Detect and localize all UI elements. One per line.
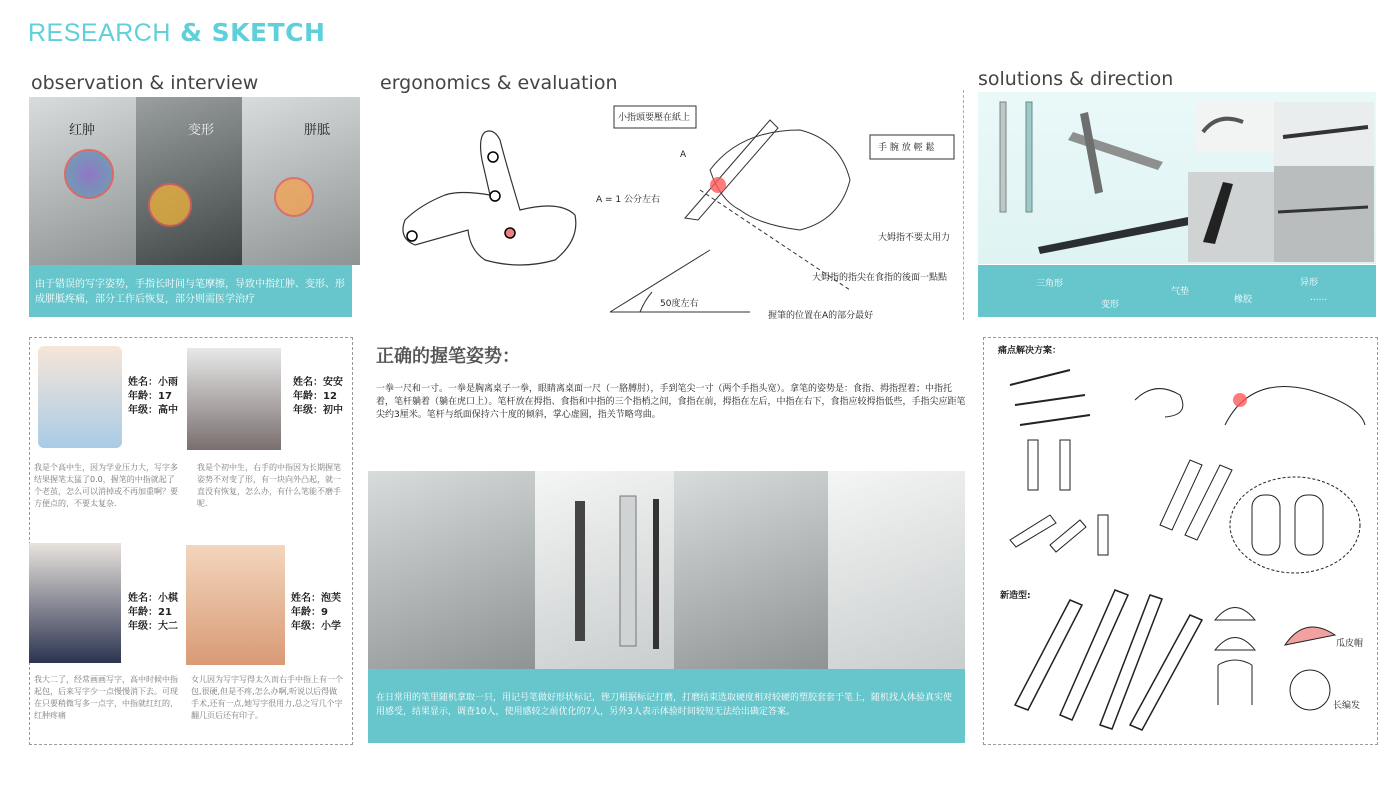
interviewee-age: 9 [321, 607, 328, 618]
posture-heading: 正确的握笔姿势： [376, 346, 520, 367]
interviewee-age: 12 [323, 391, 337, 402]
interviewee-grade: 大二 [158, 621, 178, 632]
interview-story-3: 我大二了，经常画画写字，高中时候中指起包，后来写字少一点慢慢消下去。可现在只要稍微写多一点字，中指就红红的，红肿疼痛 [34, 675, 178, 720]
interviewee-age: 17 [158, 391, 172, 402]
photo-swollen [29, 97, 136, 265]
braid-label: 长编发 [1333, 701, 1361, 711]
label-thumb-position: 大姆指的指尖在食指的後面一點點 [812, 273, 948, 283]
interviewee-age: 21 [158, 607, 172, 618]
tag-irregular: 异形 [1300, 278, 1319, 288]
label-a-distance: A = 1 公分左右 [596, 195, 661, 205]
interview-info-3: 姓名：小棋 年龄：21 年级：大二 [128, 593, 178, 632]
experiment-photo-3 [674, 471, 828, 669]
ergonomics-heading: ergonomics & evaluation [380, 72, 618, 94]
highlight-circle [148, 183, 192, 227]
hat-label: 瓜皮帽 [1336, 639, 1364, 649]
title-amp: & [180, 18, 203, 47]
tag-triangle: 三角形 [1036, 279, 1064, 289]
solutions-heading: solutions & direction [978, 68, 1174, 90]
tag-etc: ...... [1310, 293, 1328, 303]
avatar [38, 346, 122, 448]
interviewee-grade: 高中 [158, 405, 178, 416]
label-wrist: 手 腕 放 輕 鬆 [878, 143, 935, 153]
avatar [187, 348, 281, 450]
avatar [29, 543, 121, 663]
sketch-ideas [990, 355, 1370, 585]
interview-story-4: 女儿因为写字写得太久而右手中指上有一个包,很硬,但是不疼,怎么办啊,听说以后得做手术,还有一点,她写字很用力,总之写几个字翻几页后还有印子。 [191, 675, 343, 720]
highlight-circle [274, 177, 314, 217]
page-title [28, 18, 325, 48]
solutions-tag-bar [978, 265, 1376, 317]
pen-products [978, 92, 1376, 264]
experiment-caption: 在日常用的笔里随机拿取一只，用记号笔做好形状标记，锉刀根据标记打磨，打磨结束选取硬度相对较硬的塑胶套套于笔上，随机找人体验真实使用感受，结果显示，调查10人，使用感较之前优化的7人，另外3人表示体验时间较短无法给出确定答案。 [368, 669, 965, 743]
observation-heading: observation & interview [31, 72, 259, 94]
joint-point [407, 231, 417, 241]
label-callus: 胼胝 [304, 123, 331, 138]
interview-info-1: 姓名：小雨 年龄：17 年级：高中 [128, 377, 178, 416]
interview-info-2: 姓名：安安 年龄：12 年级：初中 [293, 377, 343, 416]
posture-body: 一拳一尺和一寸。一拳是胸离桌子一拳，眼睛离桌面一尺（一胳膊肘），手到笔尖一寸（两个手指头宽）。拿笔的姿势是：食指、拇指捏着；中指托着，笔杆躺着（躺在虎口上）。笔杆放在拇指、食指和中指的三个指梢之间，食指在前，拇指在左后，中指在右下，食指应较拇指低些，手指尖应距笔尖约3厘米。笔杆与纸面保持六十度的倾斜，掌心虚圆，指关节略弯曲。 [376, 384, 966, 420]
label-thumb: 大姆指不要太用力 [878, 233, 951, 243]
interview-story-2: 我是个初中生，右手的中指因为长期握笔姿势不对变了形，有一块向外凸起，就一直没有恢复，怎么办，有什么笔能不磨手呢. [197, 463, 341, 508]
experiment-photo-1 [368, 471, 535, 669]
label-swollen: 红肿 [69, 123, 96, 138]
interviewee-name: 小雨 [158, 377, 178, 388]
joint-point-pain [505, 228, 515, 238]
interviewee-grade: 初中 [323, 405, 343, 416]
tag-aircushion: 气垫 [1171, 287, 1190, 297]
observation-caption: 由于错误的写字姿势，手指长时间与笔摩擦，导致中指红肿、变形、形成胼胝疼痛，部分工作后恢复，部分则需医学治疗 [29, 265, 352, 317]
label-a: A [680, 150, 687, 160]
tag-deform: 变形 [1101, 300, 1120, 310]
label-angle: 50度左右 [660, 299, 699, 309]
interviewee-name: 安安 [323, 377, 343, 388]
avatar [186, 545, 285, 665]
interviewee-name: 小棋 [158, 593, 178, 604]
title-research: RESEARCH [28, 19, 171, 47]
joint-point [488, 152, 498, 162]
new-shape-label: 新造型: [1000, 591, 1031, 601]
interview-story-1: 我是个高中生，因为学业压力大，写字多结果握笔太猛了0.0，握笔的中指就起了个老茧，怎么可以消掉或不再加重啊？要方便点的，不要太复杂. [34, 463, 178, 508]
highlight-circle [64, 149, 114, 199]
photo-deformed [136, 97, 242, 265]
new-shape-sketches [990, 575, 1370, 735]
photo-callus [242, 97, 360, 265]
interviewee-grade: 小学 [321, 621, 341, 632]
label-grip-position: 握筆的位置在A的部分最好 [768, 311, 874, 321]
label-fingertip: 小指頭要壓在紙上 [618, 113, 691, 123]
label-deformed: 变形 [188, 123, 215, 138]
solutions-image-panel [978, 92, 1376, 264]
divider [963, 90, 964, 320]
interview-info-4: 姓名：泡芙 年龄：9 年级：小学 [291, 593, 341, 632]
experiment-photo-2 [535, 471, 674, 669]
tag-rubber: 橡胶 [1234, 295, 1253, 305]
joint-point [490, 191, 500, 201]
pain-solution-heading: 痛点解决方案： [998, 346, 1062, 356]
interviewee-name: 泡芙 [321, 593, 341, 604]
correct-grip-illustration [600, 100, 965, 325]
title-sketch: SKETCH [211, 18, 326, 47]
experiment-photo-4 [828, 471, 965, 669]
hand-pointing-illustration [390, 120, 600, 290]
